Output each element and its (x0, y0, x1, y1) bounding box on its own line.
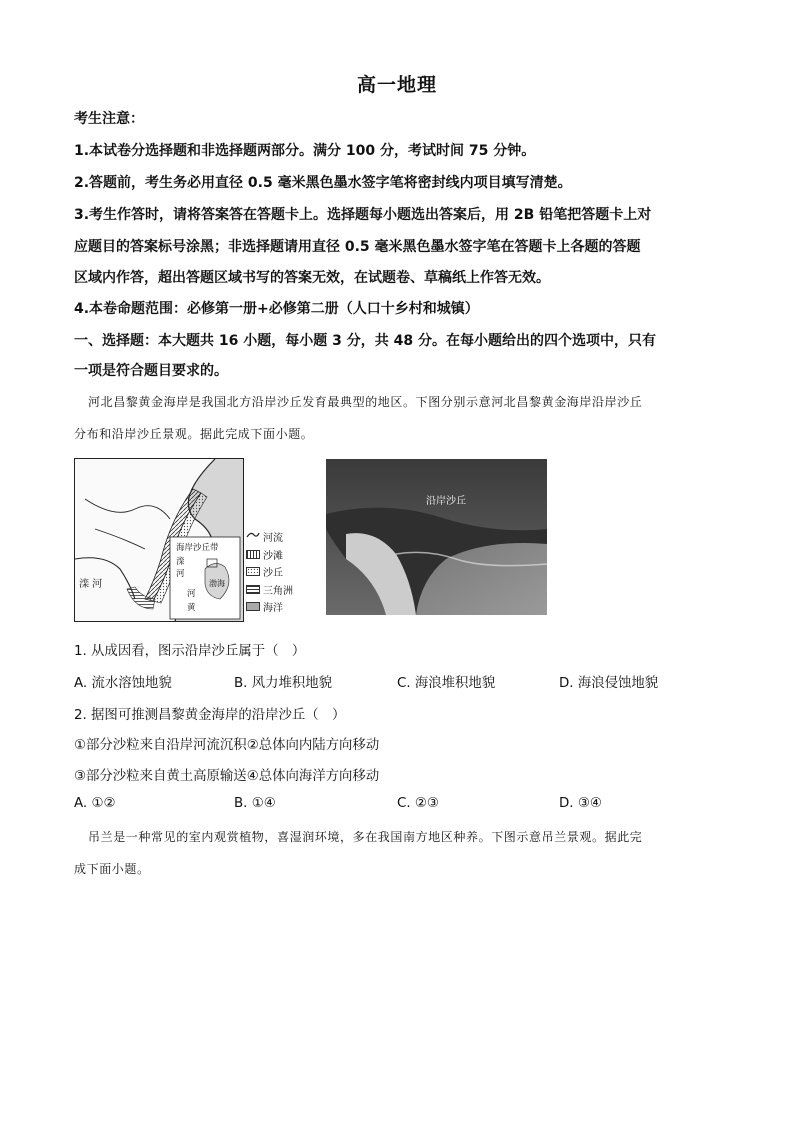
legend-beach: 沙滩 (246, 546, 316, 564)
q1-option-a: A. 流水溶蚀地貌 (74, 676, 172, 691)
passage-2-line-2: 成下面小题。 (74, 862, 150, 876)
notice-item-1: 1.本试卷分选择题和非选择题两部分。满分 100 分，考试时间 75 分钟。 (74, 143, 536, 159)
question-1-stem: 1. 从成因看，图示沿岸沙丘属于（ ） (74, 644, 306, 659)
inset-bohai: 渤海 (209, 579, 225, 588)
legend-delta: 三角洲 (246, 581, 316, 599)
passage-1-line-1: 河北昌黎黄金海岸是我国北方沿岸沙丘发育最典型的地区。下图分别示意河北昌黎黄金海岸沿岸沙丘 (88, 395, 643, 409)
q2-option-b: B. ①④ (234, 796, 276, 811)
notice-heading: 考生注意： (74, 111, 144, 127)
passage-2-line-1: 吊兰是一种常见的室内观赏植物，喜湿润环境，多在我国南方地区种养。下图示意吊兰景观。据此完 (88, 830, 643, 844)
question-2-statements-2: ③部分沙粒来自黄土高原输送④总体向海洋方向移动 (74, 769, 380, 784)
coast-dune-photo (326, 459, 547, 615)
passage-1-line-2: 分布和沿岸沙丘景观。据此完成下面小题。 (74, 427, 314, 441)
inset-dune-label: 海岸沙丘带 (176, 543, 219, 553)
q2-option-a: A. ①② (74, 796, 116, 811)
gray-box-icon (246, 602, 260, 611)
notice-item-3-cont: 应题目的答案标号涂黑；非选择题请用直径 0.5 毫米黑色墨水签字笔在答题卡上各题的答题 (74, 239, 641, 255)
map-drawing (75, 459, 243, 621)
legend-dune: 沙丘 (246, 563, 316, 581)
luan-river-label: 滦 河 (79, 579, 103, 590)
page-title: 高一地理 (356, 74, 437, 96)
question-2-stem: 2. 据图可推测昌黎黄金海岸的沿岸沙丘（ ） (74, 708, 346, 723)
photo-dune-label: 沿岸沙丘 (426, 496, 466, 507)
q1-option-b: B. 风力堆积地貌 (234, 676, 333, 691)
q2-option-c: C. ②③ (397, 796, 439, 811)
section-heading: 一、选择题：本大题共 16 小题，每小题 3 分，共 48 分。在每小题给出的四个选项中，只有 (74, 333, 656, 349)
notice-item-2: 2.答题前，考生务必用直径 0.5 毫米黑色墨水签字笔将密封线内项目填写清楚。 (74, 175, 572, 191)
question-2-statements-1: ①部分沙粒来自沿岸河流沉积②总体向内陆方向移动 (74, 738, 380, 753)
inset-he: 河 (187, 589, 196, 599)
dotted-box-icon (246, 567, 260, 576)
q1-option-d: D. 海浪侵蚀地貌 (559, 676, 659, 691)
river-line-icon (246, 531, 260, 542)
legend-sea: 海洋 (246, 598, 316, 616)
notice-item-3: 3.考生作答时，请将答案答在答题卡上。选择题每小题选出答案后，用 2B 铅笔把答题卡上对 (74, 207, 652, 223)
q2-option-d: D. ③④ (559, 796, 602, 811)
hatched-box-icon (246, 550, 260, 559)
inset-luan-2: 河 (176, 569, 185, 579)
notice-item-4: 4.本卷命题范围：必修第一册+必修第二册（人口十乡村和城镇） (74, 301, 479, 317)
section-heading-cont: 一项是符合题目要求的。 (74, 363, 228, 379)
q1-option-c: C. 海浪堆积地貌 (397, 676, 496, 691)
inset-huang: 黄 (187, 603, 196, 613)
legend-river: 河流 (246, 528, 316, 546)
notice-item-3-cont2: 区域内作答，超出答题区域书写的答案无效，在试题卷、草稿纸上作答无效。 (74, 270, 550, 286)
inset-luan-1: 滦 (176, 557, 185, 567)
photo-drawing (326, 459, 547, 615)
striped-box-icon (246, 585, 260, 594)
map-legend (246, 528, 316, 616)
coast-dune-map (74, 458, 244, 622)
